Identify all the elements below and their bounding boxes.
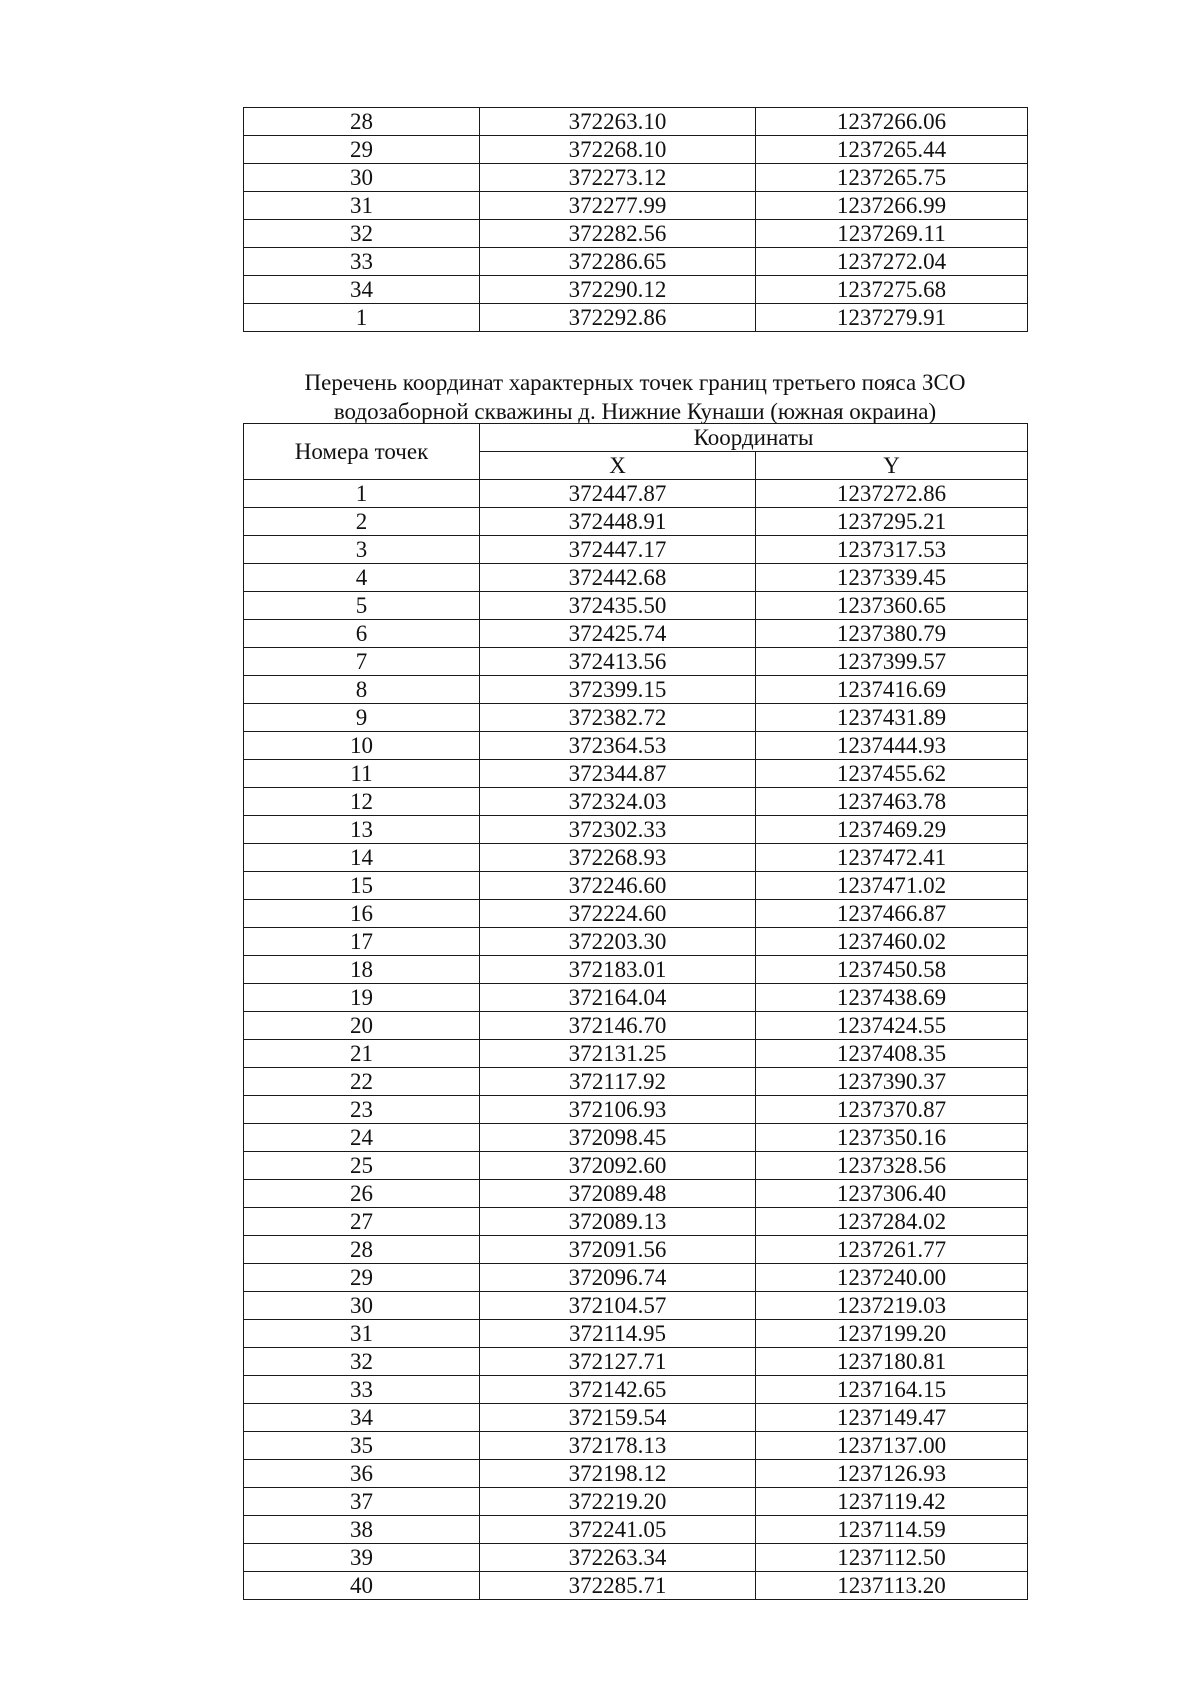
y-coordinate-cell: 1237463.78: [756, 788, 1028, 816]
x-coordinate-cell: 372091.56: [480, 1236, 756, 1264]
x-coordinate-cell: 372117.92: [480, 1068, 756, 1096]
point-number-cell: 1: [244, 480, 480, 508]
point-number-cell: 35: [244, 1432, 480, 1460]
y-coordinate-cell: 1237119.42: [756, 1488, 1028, 1516]
header-x: X: [480, 452, 756, 480]
x-coordinate-cell: 372142.65: [480, 1376, 756, 1404]
header-coordinates: Координаты: [480, 424, 1028, 452]
point-number-cell: 12: [244, 788, 480, 816]
table-row: [244, 1376, 1028, 1404]
y-coordinate-cell: 1237261.77: [756, 1236, 1028, 1264]
point-number-cell: 3: [244, 536, 480, 564]
table-row: [244, 1544, 1028, 1572]
point-number-cell: 6: [244, 620, 480, 648]
table-row: [244, 1068, 1028, 1096]
table-row: [244, 108, 1028, 136]
y-coordinate-cell: 1237269.11: [756, 220, 1028, 248]
point-number-cell: 29: [244, 1264, 480, 1292]
y-coordinate-cell: 1237460.02: [756, 928, 1028, 956]
point-number-cell: 32: [244, 1348, 480, 1376]
y-coordinate-cell: 1237113.20: [756, 1572, 1028, 1600]
x-coordinate-cell: 372146.70: [480, 1012, 756, 1040]
point-number-cell: 13: [244, 816, 480, 844]
table-row: [244, 1264, 1028, 1292]
table-row: [244, 1292, 1028, 1320]
y-coordinate-cell: 1237275.68: [756, 276, 1028, 304]
x-coordinate-cell: 372114.95: [480, 1320, 756, 1348]
y-coordinate-cell: 1237444.93: [756, 732, 1028, 760]
x-coordinate-cell: 372425.74: [480, 620, 756, 648]
x-coordinate-cell: 372096.74: [480, 1264, 756, 1292]
table-row: [244, 984, 1028, 1012]
x-coordinate-cell: 372285.71: [480, 1572, 756, 1600]
x-coordinate-cell: 372268.10: [480, 136, 756, 164]
y-coordinate-cell: 1237471.02: [756, 872, 1028, 900]
y-coordinate-cell: 1237240.00: [756, 1264, 1028, 1292]
point-number-cell: 16: [244, 900, 480, 928]
x-coordinate-cell: 372092.60: [480, 1152, 756, 1180]
header-row: [244, 424, 1028, 452]
point-number-cell: 39: [244, 1544, 480, 1572]
point-number-cell: 10: [244, 732, 480, 760]
main-table-body: [244, 480, 1028, 1600]
table-row: [244, 1180, 1028, 1208]
table-row: [244, 648, 1028, 676]
table-row: [244, 1236, 1028, 1264]
x-coordinate-cell: 372131.25: [480, 1040, 756, 1068]
table-row: [244, 704, 1028, 732]
point-number-cell: 7: [244, 648, 480, 676]
table-row: [244, 1348, 1028, 1376]
y-coordinate-cell: 1237438.69: [756, 984, 1028, 1012]
table-row: [244, 844, 1028, 872]
x-coordinate-cell: 372203.30: [480, 928, 756, 956]
y-coordinate-cell: 1237370.87: [756, 1096, 1028, 1124]
x-coordinate-cell: 372382.72: [480, 704, 756, 732]
table-row: [244, 220, 1028, 248]
point-number-cell: 32: [244, 220, 480, 248]
y-coordinate-cell: 1237180.81: [756, 1348, 1028, 1376]
table-row: [244, 760, 1028, 788]
y-coordinate-cell: 1237455.62: [756, 760, 1028, 788]
x-coordinate-cell: 372164.04: [480, 984, 756, 1012]
point-number-cell: 34: [244, 276, 480, 304]
table-row: [244, 620, 1028, 648]
coordinates-table-continuation: [243, 107, 1028, 332]
x-coordinate-cell: 372246.60: [480, 872, 756, 900]
x-coordinate-cell: 372435.50: [480, 592, 756, 620]
y-coordinate-cell: 1237126.93: [756, 1460, 1028, 1488]
section-title: [240, 368, 1030, 426]
x-coordinate-cell: 372268.93: [480, 844, 756, 872]
continuation-table-body: [244, 108, 1028, 332]
coordinates-table: [243, 423, 1028, 1600]
point-number-cell: 31: [244, 192, 480, 220]
table-row: [244, 1096, 1028, 1124]
x-coordinate-cell: 372263.10: [480, 108, 756, 136]
x-coordinate-cell: 372447.17: [480, 536, 756, 564]
point-number-cell: 25: [244, 1152, 480, 1180]
x-coordinate-cell: 372273.12: [480, 164, 756, 192]
x-coordinate-cell: 372324.03: [480, 788, 756, 816]
y-coordinate-cell: 1237380.79: [756, 620, 1028, 648]
y-coordinate-cell: 1237431.89: [756, 704, 1028, 732]
point-number-cell: 21: [244, 1040, 480, 1068]
y-coordinate-cell: 1237424.55: [756, 1012, 1028, 1040]
y-coordinate-cell: 1237279.91: [756, 304, 1028, 332]
point-number-cell: 26: [244, 1180, 480, 1208]
y-coordinate-cell: 1237472.41: [756, 844, 1028, 872]
point-number-cell: 9: [244, 704, 480, 732]
table-row: [244, 788, 1028, 816]
table-row: [244, 816, 1028, 844]
table-row: [244, 276, 1028, 304]
y-coordinate-cell: 1237339.45: [756, 564, 1028, 592]
x-coordinate-cell: 372106.93: [480, 1096, 756, 1124]
point-number-cell: 33: [244, 1376, 480, 1404]
x-coordinate-cell: 372302.33: [480, 816, 756, 844]
point-number-cell: 15: [244, 872, 480, 900]
point-number-cell: 27: [244, 1208, 480, 1236]
x-coordinate-cell: 372104.57: [480, 1292, 756, 1320]
point-number-cell: 37: [244, 1488, 480, 1516]
y-coordinate-cell: 1237284.02: [756, 1208, 1028, 1236]
x-coordinate-cell: 372178.13: [480, 1432, 756, 1460]
y-coordinate-cell: 1237219.03: [756, 1292, 1028, 1320]
y-coordinate-cell: 1237399.57: [756, 648, 1028, 676]
point-number-cell: 28: [244, 108, 480, 136]
y-coordinate-cell: 1237328.56: [756, 1152, 1028, 1180]
table-row: [244, 1124, 1028, 1152]
table-row: [244, 872, 1028, 900]
y-coordinate-cell: 1237112.50: [756, 1544, 1028, 1572]
point-number-cell: 34: [244, 1404, 480, 1432]
y-coordinate-cell: 1237272.04: [756, 248, 1028, 276]
table-row: [244, 1040, 1028, 1068]
x-coordinate-cell: 372344.87: [480, 760, 756, 788]
y-coordinate-cell: 1237306.40: [756, 1180, 1028, 1208]
y-coordinate-cell: 1237266.99: [756, 192, 1028, 220]
x-coordinate-cell: 372263.34: [480, 1544, 756, 1572]
x-coordinate-cell: 372399.15: [480, 676, 756, 704]
point-number-cell: 23: [244, 1096, 480, 1124]
table-row: [244, 676, 1028, 704]
y-coordinate-cell: 1237390.37: [756, 1068, 1028, 1096]
x-coordinate-cell: 372292.86: [480, 304, 756, 332]
x-coordinate-cell: 372290.12: [480, 276, 756, 304]
y-coordinate-cell: 1237408.35: [756, 1040, 1028, 1068]
point-number-cell: 33: [244, 248, 480, 276]
table-row: [244, 564, 1028, 592]
point-number-cell: 28: [244, 1236, 480, 1264]
table-row: [244, 248, 1028, 276]
table-row: [244, 1404, 1028, 1432]
point-number-cell: 5: [244, 592, 480, 620]
x-coordinate-cell: 372198.12: [480, 1460, 756, 1488]
y-coordinate-cell: 1237469.29: [756, 816, 1028, 844]
x-coordinate-cell: 372442.68: [480, 564, 756, 592]
y-coordinate-cell: 1237295.21: [756, 508, 1028, 536]
table-row: [244, 1572, 1028, 1600]
header-point-numbers: Номера точек: [244, 424, 480, 480]
section-title-line-1: Перечень координат характерных точек границ третьего пояса ЗСО: [304, 370, 966, 395]
point-number-cell: 38: [244, 1516, 480, 1544]
point-number-cell: 31: [244, 1320, 480, 1348]
point-number-cell: 40: [244, 1572, 480, 1600]
table-row: [244, 956, 1028, 984]
y-coordinate-cell: 1237450.58: [756, 956, 1028, 984]
table-row: [244, 1488, 1028, 1516]
point-number-cell: 11: [244, 760, 480, 788]
y-coordinate-cell: 1237149.47: [756, 1404, 1028, 1432]
x-coordinate-cell: 372089.48: [480, 1180, 756, 1208]
x-coordinate-cell: 372448.91: [480, 508, 756, 536]
point-number-cell: 24: [244, 1124, 480, 1152]
y-coordinate-cell: 1237114.59: [756, 1516, 1028, 1544]
table-row: [244, 1432, 1028, 1460]
table-row: [244, 900, 1028, 928]
x-coordinate-cell: 372282.56: [480, 220, 756, 248]
point-number-cell: 17: [244, 928, 480, 956]
x-coordinate-cell: 372286.65: [480, 248, 756, 276]
y-coordinate-cell: 1237266.06: [756, 108, 1028, 136]
x-coordinate-cell: 372413.56: [480, 648, 756, 676]
y-coordinate-cell: 1237137.00: [756, 1432, 1028, 1460]
y-coordinate-cell: 1237164.15: [756, 1376, 1028, 1404]
point-number-cell: 30: [244, 164, 480, 192]
point-number-cell: 29: [244, 136, 480, 164]
y-coordinate-cell: 1237416.69: [756, 676, 1028, 704]
point-number-cell: 20: [244, 1012, 480, 1040]
table-row: [244, 1516, 1028, 1544]
table-header: [244, 424, 1028, 480]
x-coordinate-cell: 372447.87: [480, 480, 756, 508]
point-number-cell: 30: [244, 1292, 480, 1320]
point-number-cell: 4: [244, 564, 480, 592]
table-row: [244, 508, 1028, 536]
y-coordinate-cell: 1237272.86: [756, 480, 1028, 508]
y-coordinate-cell: 1237360.65: [756, 592, 1028, 620]
x-coordinate-cell: 372364.53: [480, 732, 756, 760]
y-coordinate-cell: 1237466.87: [756, 900, 1028, 928]
x-coordinate-cell: 372277.99: [480, 192, 756, 220]
y-coordinate-cell: 1237265.44: [756, 136, 1028, 164]
table-row: [244, 480, 1028, 508]
table-row: [244, 1152, 1028, 1180]
x-coordinate-cell: 372183.01: [480, 956, 756, 984]
x-coordinate-cell: 372127.71: [480, 1348, 756, 1376]
x-coordinate-cell: 372219.20: [480, 1488, 756, 1516]
point-number-cell: 8: [244, 676, 480, 704]
y-coordinate-cell: 1237317.53: [756, 536, 1028, 564]
table-row: [244, 164, 1028, 192]
y-coordinate-cell: 1237350.16: [756, 1124, 1028, 1152]
table-row: [244, 928, 1028, 956]
table-row: [244, 592, 1028, 620]
table-row: [244, 136, 1028, 164]
table-row: [244, 536, 1028, 564]
x-coordinate-cell: 372089.13: [480, 1208, 756, 1236]
table-row: [244, 304, 1028, 332]
header-y: Y: [756, 452, 1028, 480]
table-row: [244, 732, 1028, 760]
x-coordinate-cell: 372224.60: [480, 900, 756, 928]
y-coordinate-cell: 1237265.75: [756, 164, 1028, 192]
point-number-cell: 2: [244, 508, 480, 536]
y-coordinate-cell: 1237199.20: [756, 1320, 1028, 1348]
point-number-cell: 18: [244, 956, 480, 984]
section-title-line-2: водозаборной скважины д. Нижние Кунаши (южная окраина): [333, 399, 937, 424]
point-number-cell: 19: [244, 984, 480, 1012]
table-row: [244, 192, 1028, 220]
table-row: [244, 1208, 1028, 1236]
point-number-cell: 36: [244, 1460, 480, 1488]
table-row: [244, 1460, 1028, 1488]
point-number-cell: 14: [244, 844, 480, 872]
x-coordinate-cell: 372241.05: [480, 1516, 756, 1544]
table-row: [244, 1012, 1028, 1040]
table-row: [244, 1320, 1028, 1348]
point-number-cell: 1: [244, 304, 480, 332]
x-coordinate-cell: 372098.45: [480, 1124, 756, 1152]
point-number-cell: 22: [244, 1068, 480, 1096]
x-coordinate-cell: 372159.54: [480, 1404, 756, 1432]
